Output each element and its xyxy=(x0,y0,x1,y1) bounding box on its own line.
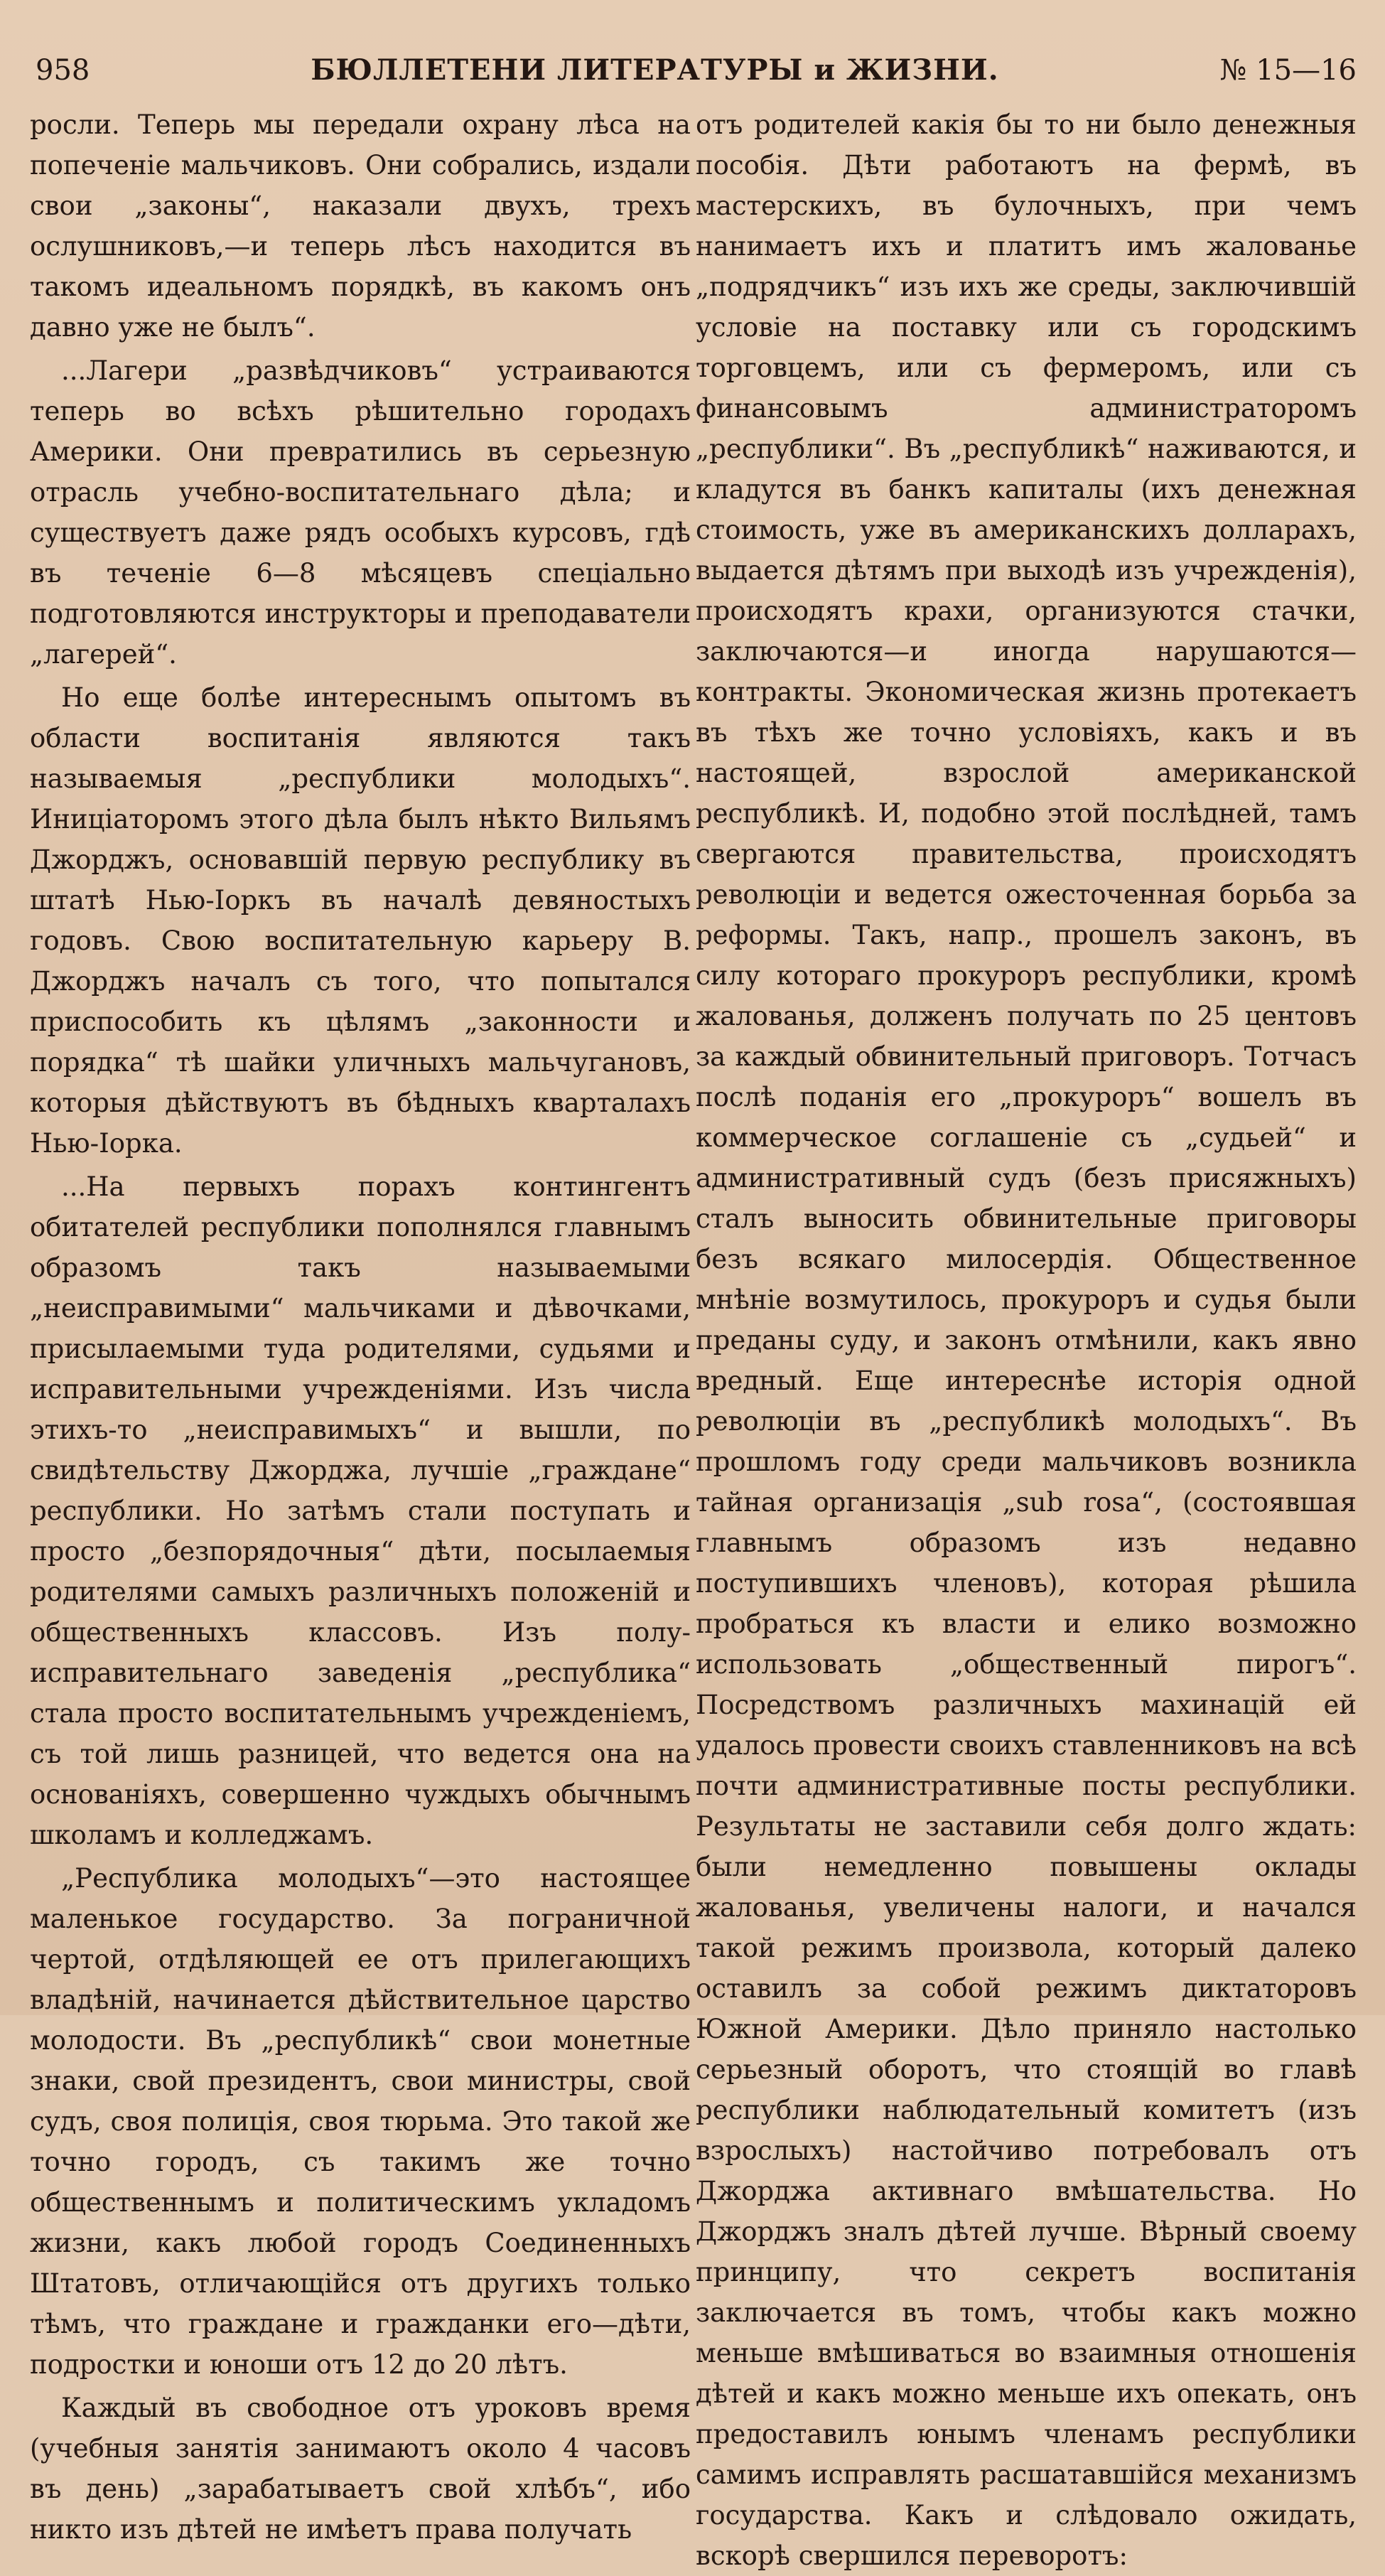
journal-title: БЮЛЛЕТЕНИ ЛИТЕРАТУРЫ и ЖИЗНИ. xyxy=(311,53,999,87)
paragraph: отъ родителей какія бы то ни было денежныя пособія. Дѣти работаютъ на фермѣ, въ мастерскихъ, въ булочныхъ, при чемъ нанимаетъ ихъ и платитъ имъ жалованье „подрядчикъ“ изъ ихъ же среды, заключившій условіе на поставку или съ городскимъ торговцемъ, или съ фермеромъ, или съ финансовымъ администраторомъ „республики“. Въ „республикѣ“ наживаются, и кладутся въ банкъ капиталы (ихъ денежная стоимость, уже въ американскихъ долларахъ, выдается дѣтямъ при выходѣ изъ учрежденія), происходятъ крахи, организуются стачки, заключаются—и иногда нарушаются—контракты. Экономическая жизнь протекаетъ въ тѣхъ же точно условіяхъ, какъ и въ настоящей, взрослой американской республикѣ. И, подобно этой послѣдней, тамъ свергаются правительства, происходятъ революціи и ведется ожесточенная борьба за реформы. Такъ, напр., прошелъ законъ, въ силу котораго прокуроръ республики, кромѣ жалованья, долженъ получать по 25 центовъ за каждый обвинительный приговоръ. Тотчасъ послѣ поданія его „прокуроръ“ вошелъ въ коммерческое соглашеніе съ „судьей“ и административный судъ (безъ присяжныхъ) сталъ выносить обвинительные приговоры безъ всякаго милосердія. Общественное мнѣніе возмутилось, прокуроръ и судья были преданы суду, и законъ отмѣнили, какъ явно вредный. Еще интереснѣе исторія одной революціи въ „республикѣ молодыхъ“. Въ прошломъ году среди мальчиковъ возникла тайная организація „sub rosa“, (состоявшая главнымъ образомъ изъ недавно поступившихъ членовъ), которая рѣшила пробраться къ власти и елико возможно использовать „общественный пирогъ“. Посредствомъ различныхъ махинацій ей удалось провести своихъ ставленниковъ на всѣ почти административные посты республики. Результаты не заставили себя долго ждать: были немедленно повышены оклады жалованья, увеличены налоги, и начался такой режимъ произвола, который далеко оставилъ за собой режимъ диктаторовъ Южной Америки. Дѣло приняло настолько серьезный оборотъ, что стоящій во главѣ республики наблюдательный комитетъ (изъ взрослыхъ) настойчиво потребовалъ отъ Джорджа активнаго вмѣшательства. Но Джорджъ зналъ дѣтей лучше. Вѣрный своему принципу, что секретъ воспитанія заключается въ томъ, чтобы какъ можно меньше вмѣшиваться во взаимныя отношенія дѣтей и какъ можно меньше ихъ опекать, онъ предоставилъ юнымъ членамъ республики самимъ исправлять расшатавшійся механизмъ государства. Какъ и слѣдовало ожидать, вскорѣ свершился переворотъ: xyxy=(696,109,1357,2571)
left-column xyxy=(30,104,691,2545)
right-column xyxy=(696,104,1357,2571)
paragraph: Каждый въ свободное отъ уроковъ время (учебныя занятія занимаютъ около 4 часовъ въ день) „зарабатываетъ свой хлѣбъ“, ибо никто изъ дѣтей не имѣетъ права получать xyxy=(30,2393,691,2545)
issue-number: № 15—16 xyxy=(1219,54,1357,87)
page-number: 958 xyxy=(36,54,90,87)
paragraph: ...Лагери „развѣдчиковъ“ устраиваются теперь во всѣхъ рѣшительно городахъ Америки. Они превратились въ серьезную отрасль учебно-воспитательнаго дѣла; и существуетъ даже рядъ особыхъ курсовъ, гдѣ въ теченіе 6—8 мѣсяцевъ спеціально подготовляются инструкторы и преподаватели „лагерей“. xyxy=(30,355,691,670)
text-columns xyxy=(30,104,1357,2571)
running-header xyxy=(30,39,1357,102)
paragraph: Но еще болѣе интереснымъ опытомъ въ области воспитанія являются такъ называемыя „республики молодыхъ“. Иниціаторомъ этого дѣла былъ нѣкто Вильямъ Джорджъ, основавшій первую республику въ штатѣ Нью-Іоркъ въ началѣ девяностыхъ годовъ. Свою воспитательную карьеру В. Джорджъ началъ съ того, что попытался приспособить къ цѣлямъ „законности и порядка“ тѣ шайки уличныхъ мальчугановъ, которыя дѣйствуютъ въ бѣдныхъ кварталахъ Нью-Іорка. xyxy=(30,682,691,1159)
paragraph: „Республика молодыхъ“—это настоящее маленькое государство. За пограничной чертой, отдѣляющей ее отъ прилегающихъ владѣній, начинается дѣйствительное царство молодости. Въ „республикѣ“ свои монетные знаки, свой президентъ, свои министры, свой судъ, своя полиція, своя тюрьма. Это такой же точно городъ, съ такимъ же точно общественнымъ и политическимъ укладомъ жизни, какъ любой городъ Соединенныхъ Штатовъ, отличающійся отъ другихъ только тѣмъ, что граждане и гражданки его—дѣти, подростки и юноши отъ 12 до 20 лѣтъ. xyxy=(30,1863,691,2380)
paragraph: ...На первыхъ порахъ контингентъ обитателей республики пополнялся главнымъ образомъ такъ называемыми „неисправимыми“ мальчиками и дѣвочками, присылаемыми туда родителями, судьями и исправительными учрежденіями. Изъ числа этихъ-то „неисправимыхъ“ и вышли, по свидѣтельству Джорджа, лучшіе „граждане“ республики. Но затѣмъ стали поступать и просто „безпорядочныя“ дѣти, посылаемыя родителями самыхъ различныхъ положеній и общественныхъ классовъ. Изъ полу-исправительнаго заведенія „республика“ стала просто воспитательнымъ учрежденіемъ, съ той лишь разницей, что ведется она на основаніяхъ, совершенно чуждыхъ обычнымъ школамъ и колледжамъ. xyxy=(30,1171,691,1850)
paragraph: росли. Теперь мы передали охрану лѣса на попеченіе мальчиковъ. Они собрались, издали свои „законы“, наказали двухъ, трехъ ослушниковъ,—и теперь лѣсъ находится въ такомъ идеальномъ порядкѣ, въ какомъ онъ давно уже не былъ“. xyxy=(30,109,691,343)
